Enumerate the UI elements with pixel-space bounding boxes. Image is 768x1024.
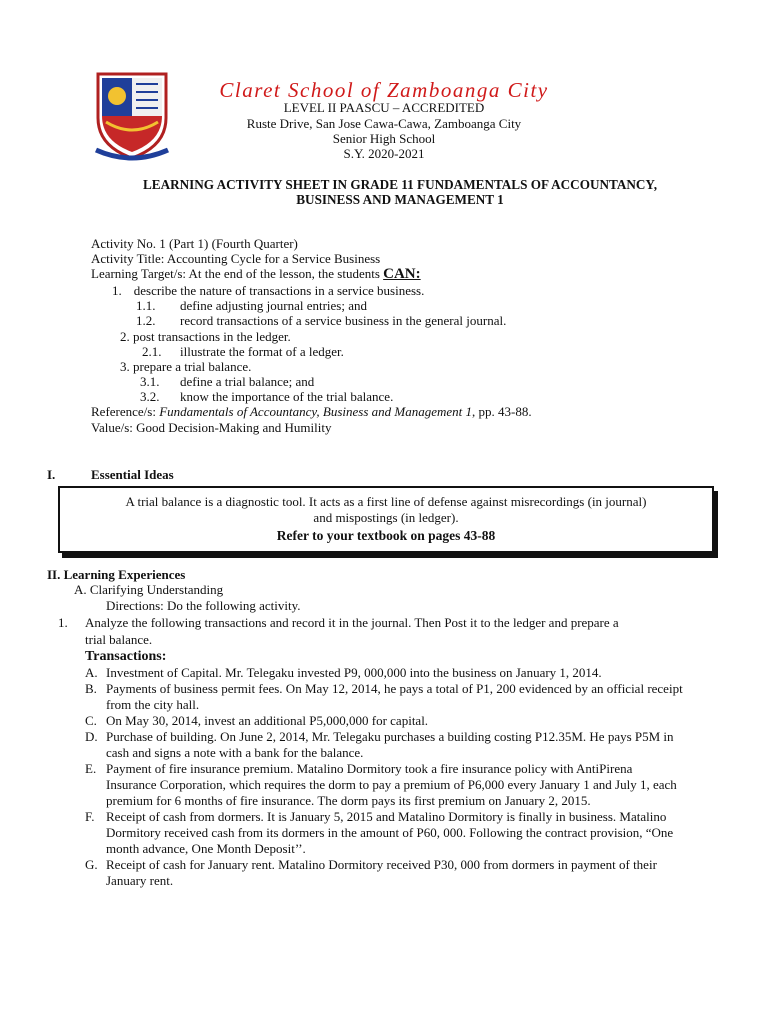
transaction-letter: D. (85, 729, 98, 744)
essential-ideas-text: A trial balance is a diagnostic tool. It acts as a first line of defense against misrecordings (in journal) and mispostings (in ledger). (125, 494, 647, 525)
transaction-line: Investment of Capital. Mr. Telegaku invested P9, 000,000 into the business on January 1, 2014. (106, 665, 602, 680)
target-2: 2. post transactions in the ledger. (120, 329, 291, 344)
target-1-1: 1.1. define adjusting journal entries; and (136, 298, 368, 313)
transaction-line: from the city hall. (106, 697, 200, 712)
target-1-2: 1.2. record transactions of a service business in the general journal. (136, 313, 507, 328)
section-2-heading: II. Learning Experiences (47, 567, 186, 582)
transaction-letter: B. (85, 681, 97, 696)
school-name: Claret School of Zamboanga City (219, 78, 549, 102)
transaction-line: Insurance Corporation, which requires the dorm to pay a premium of P6,000 every January 1 and July 1, each (106, 777, 677, 792)
can-emphasis: CAN: (383, 266, 421, 282)
essential-ideas-box (58, 486, 714, 553)
transaction-letter: G. (85, 857, 98, 872)
school-address: Ruste Drive, San Jose Cawa-Cawa, Zamboanga City (246, 116, 522, 131)
textbook-reference: Refer to your textbook on pages 43-88 (276, 528, 496, 543)
item-1-number: 1. (58, 615, 68, 630)
transaction-letter: C. (85, 713, 97, 728)
transaction-line: cash and signs a note with a bank for the balance. (106, 745, 364, 760)
transaction-line: Dormitory received cash from its dormers in the amount of P60, 000. Following the contract provision, “One (106, 825, 674, 840)
directions: Directions: Do the following activity. (106, 598, 301, 613)
reference-book-title: Fundamentals of Accountancy, Business and Management 1 (159, 404, 473, 419)
transaction-line: Payments of business permit fees. On May 12, 2014, he pays a total of P1, 200 evidenced by an official receipt (106, 681, 683, 696)
transaction-line: Receipt of cash from dormers. It is January 5, 2015 and Matalino Dormitory is finally in business. Matalino (106, 809, 667, 824)
transaction-line: Payment of fire insurance premium. Matalino Dormitory took a fire insurance policy with AntiPirena (106, 761, 633, 776)
item-1-line1: Analyze the following transactions and record it in the journal. Then Post it to the ledger and prepare a (85, 615, 619, 630)
transaction-letter: A. (85, 665, 98, 680)
transaction-letter: E. (85, 761, 97, 776)
transaction-line: January rent. (106, 873, 174, 888)
school-year: S.Y. 2020-2021 (343, 146, 425, 161)
reference: Reference/s: Fundamentals of Accountancy, Business and Management 1, pp. 43-88. (91, 404, 532, 419)
transaction-line: Purchase of building. On June 2, 2014, Mr. Telegaku purchases a building costing P12.35M. He pays P5M in (106, 729, 674, 744)
target-3-2: 3.2. know the importance of the trial balance. (140, 389, 394, 404)
transactions-heading: Transactions: (85, 649, 167, 664)
sheet-title-line2: BUSINESS AND MANAGEMENT 1 (296, 192, 504, 207)
transaction-letter: F. (85, 809, 95, 824)
section-1-number: I. (47, 467, 56, 482)
school-division: Senior High School (332, 131, 436, 146)
transaction-line: month advance, One Month Deposit’’. (106, 841, 306, 856)
activity-number: Activity No. 1 (Part 1) (Fourth Quarter) (91, 236, 298, 251)
item-1-line2: trial balance. (85, 632, 153, 647)
target-1: 1. describe the nature of transactions in a service business. (112, 283, 425, 298)
activity-title: Activity Title: Accounting Cycle for a Service Business (91, 251, 381, 266)
section-2-subheading: A. Clarifying Understanding (74, 582, 224, 597)
sheet-title-line1: LEARNING ACTIVITY SHEET IN GRADE 11 FUNDAMENTALS OF ACCOUNTANCY, (142, 177, 658, 192)
transaction-line: premium for 6 months of fire insurance. The dorm pays its first premium on January 2, 2015. (106, 793, 591, 808)
accreditation: LEVEL II PAASCU – ACCREDITED (283, 100, 485, 115)
target-3-1: 3.1. define a trial balance; and (140, 374, 315, 389)
transaction-line: Receipt of cash for January rent. Matalino Dormitory received P30, 000 from dormers in payment of their (106, 857, 657, 872)
target-2-1: 2.1. illustrate the format of a ledger. (142, 344, 344, 359)
section-1-heading: Essential Ideas (91, 467, 174, 482)
target-3: 3. prepare a trial balance. (120, 359, 252, 374)
values: Value/s: Good Decision-Making and Humility (91, 420, 332, 435)
transaction-line: On May 30, 2014, invest an additional P5,000,000 for capital. (106, 713, 429, 728)
learning-target-intro: Learning Target/s: At the end of the lesson, the students CAN: (91, 266, 421, 282)
